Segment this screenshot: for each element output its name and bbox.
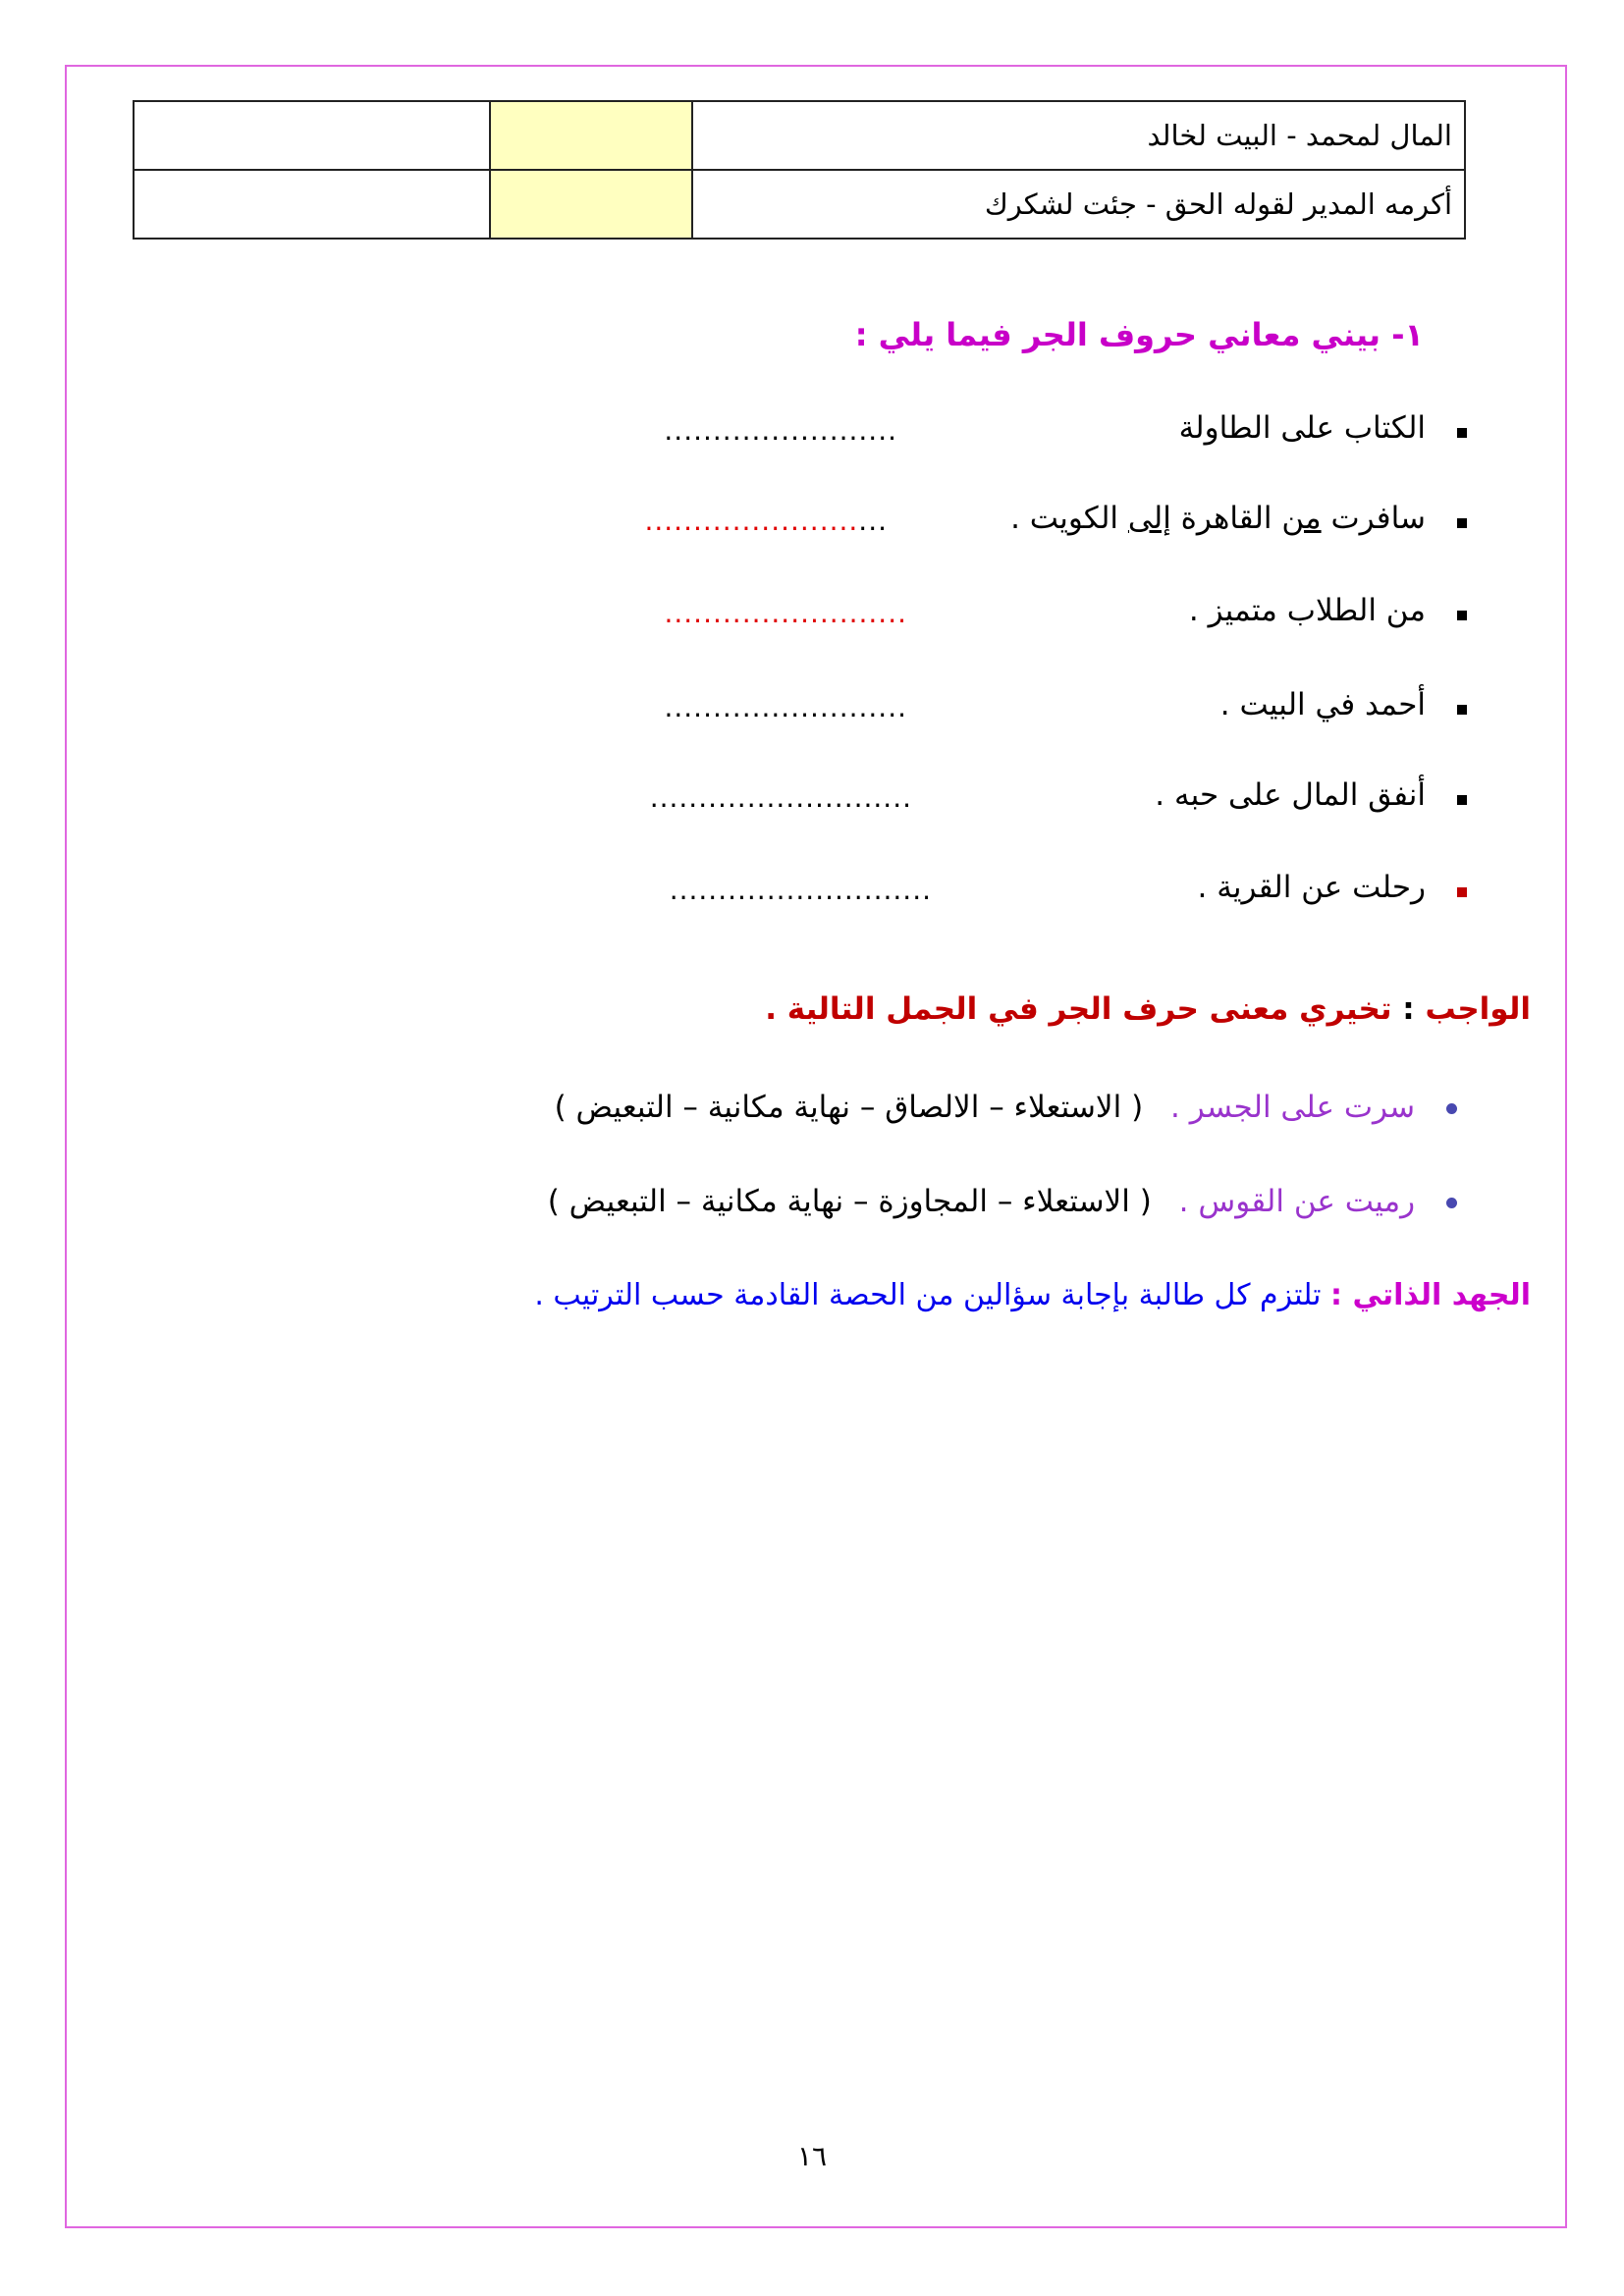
exercise-heading [855, 316, 1424, 353]
homework-item [548, 1184, 1457, 1219]
item-text: الكتاب على الطاولة [1178, 410, 1426, 446]
table-cell-extra[interactable] [134, 170, 490, 239]
answer-blank[interactable]: ........................ [664, 414, 897, 447]
bullet-dot-icon [1446, 1103, 1457, 1114]
homework-options[interactable]: ( الاستعلاء – الالصاق – نهاية مكانية – التبعيض ) [554, 1090, 1144, 1125]
list-item [485, 687, 1467, 736]
homework-label: الواجب [1425, 991, 1531, 1027]
homework-title: تخيري معنى حرف الجر في الجمل التالية . [765, 991, 1392, 1027]
underlined-word: من [1281, 501, 1322, 536]
self-effort-label: الجهد الذاتي : [1330, 1278, 1531, 1312]
table-cell-answer[interactable] [490, 170, 692, 239]
examples-table [133, 100, 1466, 240]
answer-blank[interactable]: ........................... [649, 781, 912, 814]
self-effort [534, 1278, 1531, 1312]
item-text: أحمد في البيت . [1219, 687, 1426, 722]
table-row [134, 170, 1465, 239]
list-item [485, 501, 1467, 550]
bullet-square-icon [1457, 887, 1467, 897]
list-item [485, 870, 1467, 919]
answer-blank[interactable]: ......................... [664, 597, 907, 629]
bullet-square-icon [1457, 428, 1467, 438]
exercise-title: بيني معاني حروف الجر فيما يلي : [854, 316, 1381, 353]
homework-options[interactable]: ( الاستعلاء – المجاوزة – نهاية مكانية – التبعيض ) [547, 1184, 1152, 1219]
answer-blank[interactable]: ........................... [669, 874, 932, 906]
table-cell-text: أكرمه المدير لقوله الحق - جئت لشكرك [692, 170, 1465, 239]
homework-sentence: سرت على الجسر . [1170, 1090, 1416, 1125]
table-cell-extra[interactable] [134, 101, 490, 170]
page-number: ١٦ [796, 2140, 828, 2172]
page-border [65, 65, 1567, 2228]
list-item [485, 593, 1467, 642]
item-text: من الطلاب متميز . [1188, 593, 1426, 628]
list-item [485, 777, 1467, 827]
list-item [485, 410, 1467, 459]
answer-blank[interactable]: ......................... [644, 505, 888, 537]
bullet-square-icon [1457, 518, 1467, 528]
table-row [134, 101, 1465, 170]
exercise-number: ١- [1391, 316, 1424, 353]
table-cell-answer[interactable] [490, 101, 692, 170]
item-text: أنفق المال على حبه . [1155, 777, 1426, 813]
underlined-word: إلى [1127, 501, 1171, 536]
bullet-dot-icon [1446, 1198, 1457, 1208]
item-text: سافرت من القاهرة إلى الكويت . [1010, 501, 1426, 536]
table-cell-text: المال لمحمد - البيت لخالد [692, 101, 1465, 170]
homework-sentence: رميت عن القوس . [1178, 1184, 1416, 1219]
item-text: رحلت عن القرية . [1197, 870, 1426, 905]
bullet-square-icon [1457, 705, 1467, 715]
answer-blank[interactable]: ......................... [664, 691, 907, 723]
bullet-square-icon [1457, 795, 1467, 805]
homework-heading: الواجب : تخيري معنى حرف الجر في الجمل التالية . [765, 991, 1531, 1027]
homework-item [555, 1090, 1457, 1125]
bullet-square-icon [1457, 611, 1467, 620]
self-effort-text: تلتزم كل طالبة بإجابة سؤالين من الحصة القادمة حسب الترتيب . [534, 1278, 1322, 1312]
